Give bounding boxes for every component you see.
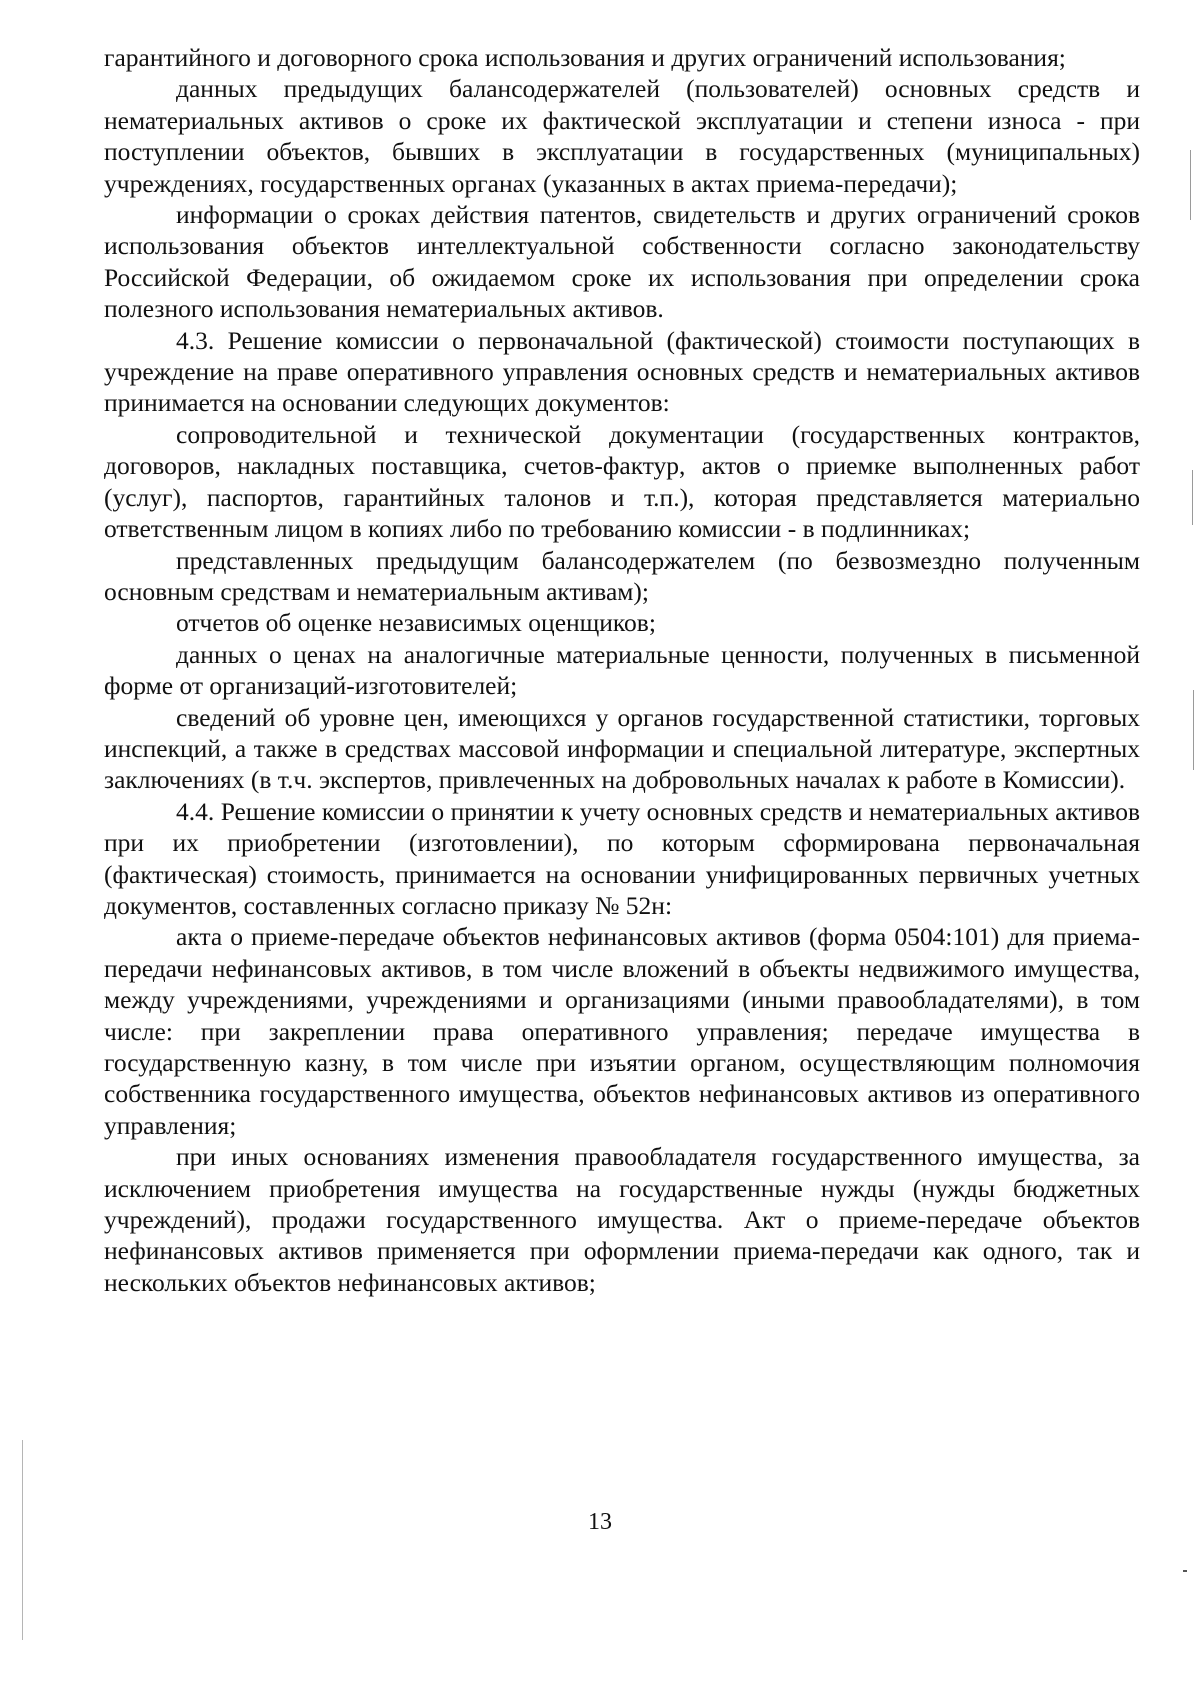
paragraph: данных о ценах на аналогичные материальные ценности, полученных в письменной форме от организаций-изготовителей; bbox=[104, 639, 1140, 701]
paragraph: 4.3. Решение комиссии о первоначальной (фактической) стоимости поступающих в учреждение на праве оперативного управления основных средств и нематериальных активов принимается на основании следующих документов: bbox=[104, 325, 1140, 418]
scan-edge-mark bbox=[1183, 1570, 1187, 1572]
page-number: 13 bbox=[588, 1509, 612, 1535]
paragraph: гарантийного и договорного срока использования и других ограничений использования; bbox=[104, 43, 1066, 72]
scan-edge-mark bbox=[1192, 470, 1193, 525]
paragraph: сопроводительной и технической документации (государственных контрактов, договоров, накладных поставщика, счетов-фактур, актов о приемке выполненных работ (услуг), паспортов, гарантийных талонов и т.п.), которая представляется материально ответственным лицом в копиях либо по требованию комиссии - в подлинниках; bbox=[104, 419, 1140, 544]
document-body bbox=[104, 42, 1140, 1298]
paragraph: при иных основаниях изменения правообладателя государственного имущества, за исключением приобретения имущества на государственные нужды (нужды бюджетных учреждений), продажи государственного имущества. Акт о приеме-передаче объектов нефинансовых активов применяется при оформлении приема-передачи как одного, так и нескольких объектов нефинансовых активов; bbox=[104, 1142, 1140, 1297]
paragraph: данных предыдущих балансодержателей (пользователей) основных средств и нематериальных активов о сроке их фактической эксплуатации и степени износа - при поступлении объектов, бывших в эксплуатации в государственных (муниципальных) учреждениях, государственных органах (указанных в актах приема-передачи); bbox=[104, 74, 1140, 198]
paragraph: информации о сроках действия патентов, свидетельств и других ограничений сроков использования объектов интеллектуальной собственности согласно законодательству Российской Федерации, об ожидаемом сроке их использования при определении срока полезного использования нематериальных активов. bbox=[104, 200, 1140, 324]
scan-edge-mark bbox=[1190, 150, 1191, 220]
paragraph: представленных предыдущим балансодержателем (по безвозмездно полученным основным средствам и нематериальным активам); bbox=[104, 545, 1140, 606]
paragraph: отчетов об оценке независимых оценщиков; bbox=[176, 608, 656, 638]
scan-edge-mark bbox=[1193, 690, 1194, 770]
paragraph: акта о приеме-передаче объектов нефинансовых активов (форма 0504:101) для приема-передачи нефинансовых активов, в том числе вложений в объекты недвижимого имущества, между учреждениями, учреждениями и организациями (иными правообладателями), в том числе: при закреплении права оперативного управления; передаче имущества в государственную казну, в том числе при изъятии органом, осуществляющим полномочия собственника государственного имущества, объектов нефинансовых активов из оперативного управления; bbox=[104, 922, 1140, 1140]
paragraph: сведений об уровне цен, имеющихся у органов государственной статистики, торговых инспекций, а также в средствах массовой информации и специальной литературе, экспертных заключениях (в т.ч. экспертов, привлеченных на добровольных началах к работе в Комиссии). bbox=[104, 702, 1140, 795]
scan-edge-mark bbox=[22, 1440, 23, 1640]
paragraph: 4.4. Решение комиссии о принятии к учету основных средств и нематериальных активов при их приобретении (изготовлении), по которым сформирована первоначальная (фактическая) стоимость, принимается на основании унифицированных первичных учетных документов, составленных согласно приказу № 52н: bbox=[104, 796, 1140, 920]
